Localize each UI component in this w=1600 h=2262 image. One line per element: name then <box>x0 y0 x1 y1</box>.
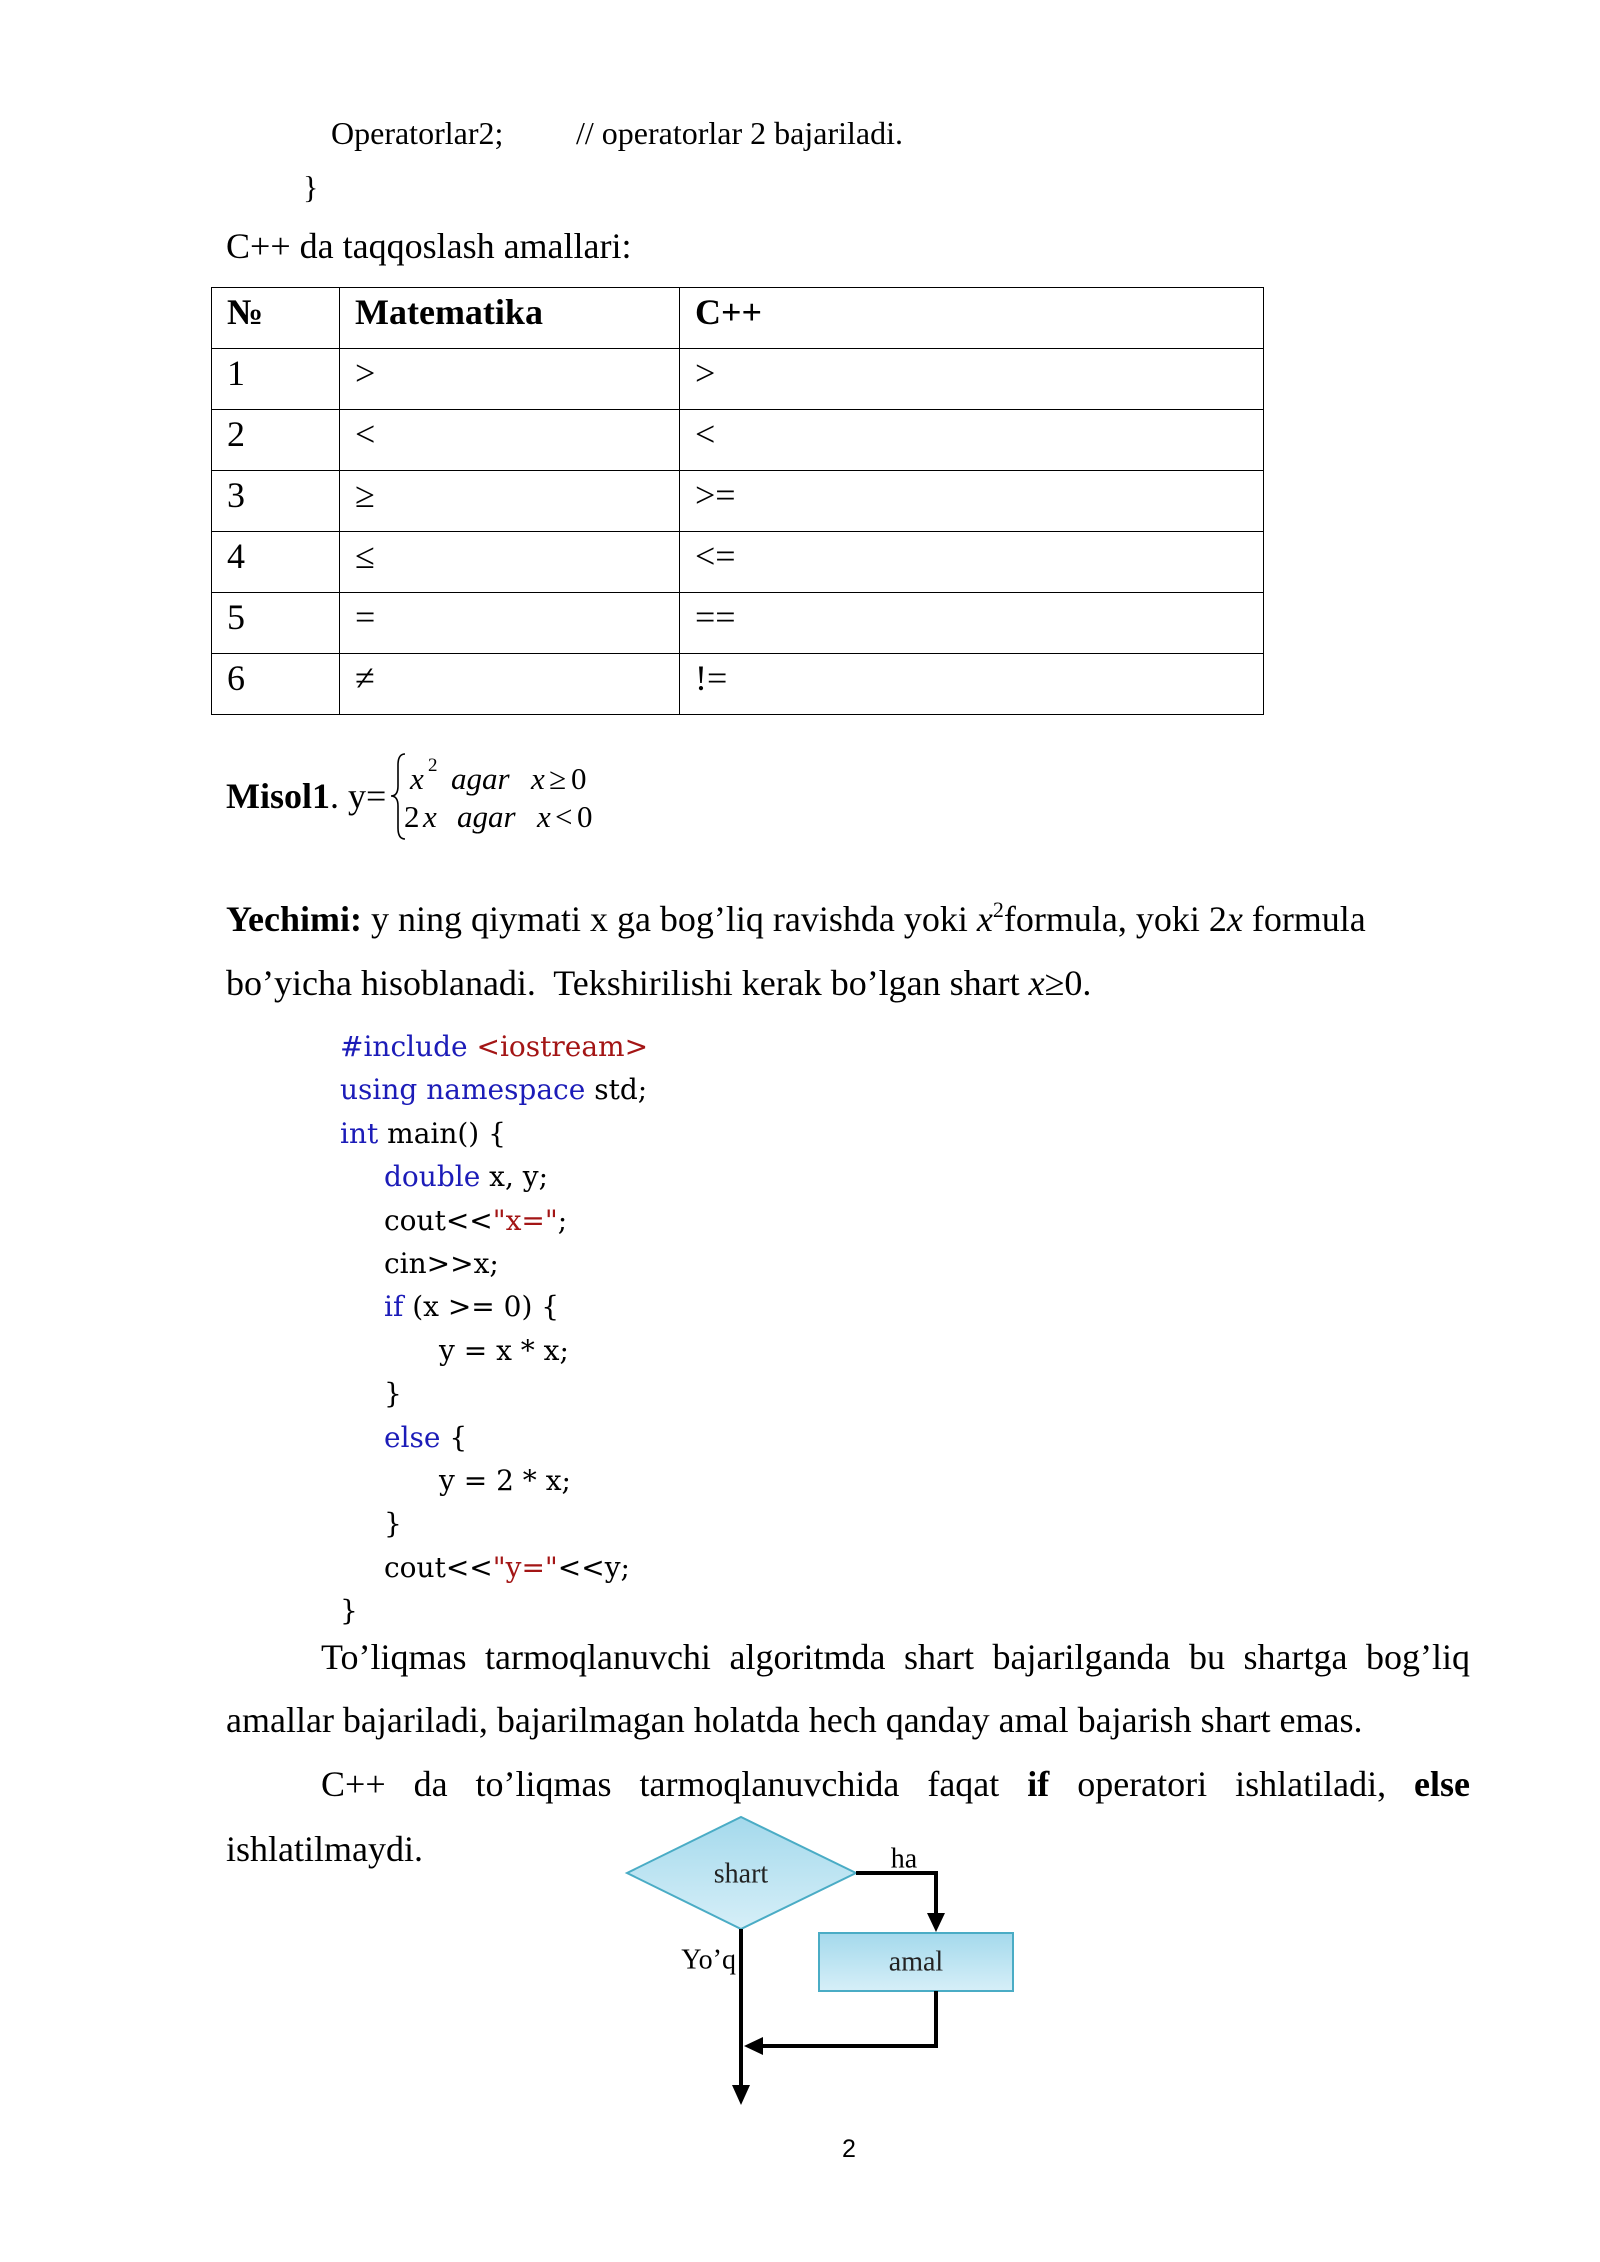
solution-text: y ning qiymati x ga bog’liq ravishda yoki <box>361 899 977 939</box>
code-keyword: double <box>384 1160 481 1194</box>
cell-cpp: <= <box>680 532 1264 593</box>
code-text: } <box>340 1594 358 1628</box>
code-text: } <box>384 1507 402 1541</box>
cell-math: > <box>340 349 680 410</box>
cell-number: 5 <box>212 593 340 654</box>
code-line <box>340 1068 648 1111</box>
action-label: amal <box>888 1946 944 1978</box>
code-line <box>340 1329 648 1372</box>
code-line <box>340 1546 648 1589</box>
paragraph1-line1: To’liqmas tarmoqlanuvchi algoritmda shart bajarilganda bu shartga bog’liq <box>321 1637 1470 1677</box>
cell-cpp: == <box>680 593 1264 654</box>
code-line <box>340 1285 648 1328</box>
table-row <box>212 532 1264 593</box>
code-text: std; <box>585 1073 648 1107</box>
comparison-heading: C++ da taqqoslash amallari: <box>226 226 632 266</box>
case1-base: x <box>410 761 424 796</box>
solution-line-1 <box>226 898 1366 940</box>
case2-variable: x <box>537 799 551 834</box>
code-line <box>340 1242 648 1285</box>
yes-connector <box>856 1873 936 1916</box>
math-exponent: 2 <box>992 897 1004 922</box>
cell-math: ≤ <box>340 532 680 593</box>
code-text: (x >= 0) { <box>403 1290 560 1324</box>
code-keyword: #include <box>340 1030 477 1063</box>
arrowhead-down-icon <box>732 2085 750 2105</box>
case2-base: x <box>423 799 437 834</box>
case2-value: 0 <box>577 799 593 834</box>
math-variable: x <box>1226 899 1243 939</box>
cell-math: ≠ <box>340 654 680 715</box>
case1-exponent: 2 <box>428 755 438 776</box>
code-line <box>340 1459 648 1502</box>
code-text: { <box>440 1420 468 1454</box>
flowchart-diagram <box>600 1800 1050 2120</box>
paragraph-text: C++ da to’liqmas tarmoqlanuvchida faqat <box>321 1764 1028 1804</box>
cell-number: 6 <box>212 654 340 715</box>
brace-path <box>391 754 405 839</box>
snippet-comment: // operatorlar 2 bajariladi. <box>576 115 903 151</box>
solution-text: bo’yicha hisoblanadi. Tekshirilishi kerak bo’lgan shart <box>226 963 1029 1003</box>
table-row <box>212 410 1264 471</box>
header-cpp: C++ <box>680 288 1264 349</box>
code-line <box>340 1589 648 1632</box>
code-line <box>340 1112 648 1155</box>
code-line <box>340 1416 648 1459</box>
code-text: x, y; <box>480 1160 549 1194</box>
case2-relation: < <box>555 799 573 834</box>
table-row <box>212 593 1264 654</box>
cell-number: 3 <box>212 471 340 532</box>
code-text: <<y; <box>557 1550 630 1584</box>
code-text: cout<< <box>384 1550 493 1584</box>
paragraph2-line2: ishlatilmaydi. <box>226 1829 423 1869</box>
header-math: Matematika <box>340 288 680 349</box>
arrowhead-left-icon <box>744 2037 763 2055</box>
case2-word: agar <box>457 799 516 834</box>
case1-value: 0 <box>571 761 587 796</box>
math-variable: x <box>976 899 993 939</box>
example-label: Misol1 <box>226 776 330 816</box>
merge-connector <box>760 1991 936 2046</box>
no-label: Yo’q <box>681 1944 736 1976</box>
cell-math: ≥ <box>340 471 680 532</box>
code-keyword: int <box>340 1116 379 1150</box>
code-text: y = x * x; <box>439 1333 569 1367</box>
table-row <box>212 349 1264 410</box>
keyword-else: else <box>1414 1764 1470 1804</box>
code-line <box>340 1199 648 1242</box>
code-line <box>340 1372 648 1415</box>
cell-cpp: > <box>680 349 1264 410</box>
solution-text: formula, yoki 2 <box>1003 899 1227 939</box>
cell-cpp: != <box>680 654 1264 715</box>
cell-cpp: < <box>680 410 1264 471</box>
code-keyword: if <box>384 1290 404 1324</box>
keyword-if: if <box>1027 1764 1050 1804</box>
example-lhs: . y= <box>330 776 387 816</box>
snippet-statement: Operatorlar2; <box>331 115 504 151</box>
table-header-row <box>212 288 1264 349</box>
code-string: <iostream> <box>476 1030 649 1063</box>
cell-math: < <box>340 410 680 471</box>
paragraph-text: operatori ishlatiladi, <box>1049 1764 1415 1804</box>
comparison-table <box>211 287 1264 715</box>
header-number: № <box>212 288 340 349</box>
code-line <box>340 1502 648 1545</box>
example-line <box>226 775 386 817</box>
code-line <box>340 1155 648 1198</box>
code-text: cin>>x; <box>384 1246 499 1280</box>
case1-relation: ≥ <box>549 761 567 796</box>
code-text: y = 2 * x; <box>439 1463 571 1497</box>
table-row <box>212 654 1264 715</box>
cell-number: 4 <box>212 532 340 593</box>
code-block <box>340 1025 648 1632</box>
snippet-closing-brace: } <box>303 169 319 205</box>
code-line <box>340 1025 648 1068</box>
arrowhead-down-icon <box>927 1913 945 1932</box>
case1-word: agar <box>451 761 510 796</box>
page-number: 2 <box>842 2135 856 2163</box>
math-variable: x <box>1028 963 1045 1003</box>
solution-text: formula <box>1242 899 1366 939</box>
code-string: "y=" <box>492 1550 558 1584</box>
code-keyword: using namespace <box>340 1073 586 1107</box>
code-text: cout<< <box>384 1203 493 1237</box>
solution-text: ≥0. <box>1044 963 1092 1003</box>
cell-math: = <box>340 593 680 654</box>
case1-variable: x <box>531 761 545 796</box>
case2-coefficient: 2 <box>404 799 420 834</box>
yes-label: ha <box>890 1843 918 1875</box>
code-keyword: else <box>384 1420 441 1454</box>
paragraph2-line1 <box>321 1763 1470 1805</box>
table-row <box>212 471 1264 532</box>
paragraph1-line2: amallar bajariladi, bajarilmagan holatda hech qanday amal bajarish shart emas. <box>226 1700 1363 1740</box>
condition-label: shart <box>713 1858 769 1890</box>
code-text: main() { <box>378 1116 506 1150</box>
cell-number: 2 <box>212 410 340 471</box>
code-text: } <box>384 1377 402 1411</box>
code-string: "x=" <box>492 1203 558 1237</box>
solution-label: Yechimi: <box>226 899 362 939</box>
cell-number: 1 <box>212 349 340 410</box>
solution-line-2 <box>226 962 1091 1004</box>
cell-cpp: >= <box>680 471 1264 532</box>
code-text: ; <box>557 1203 568 1237</box>
